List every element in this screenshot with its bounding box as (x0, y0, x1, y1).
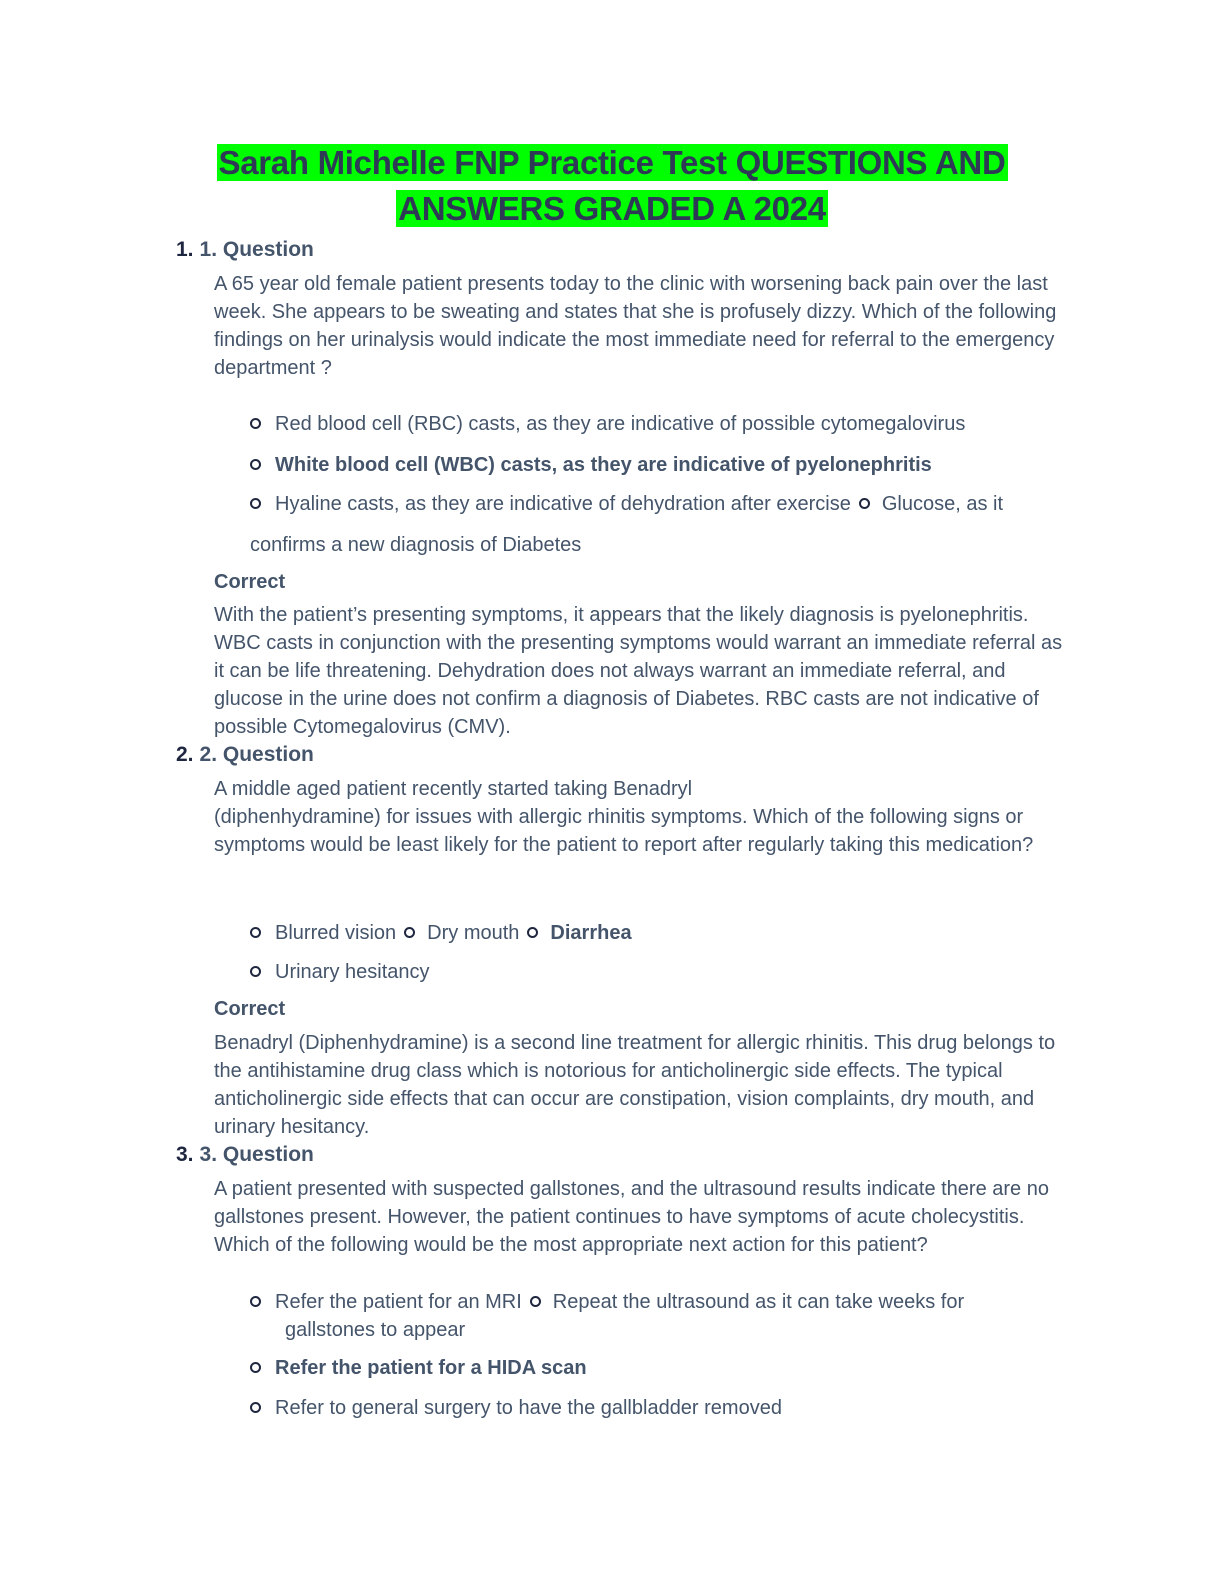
q3-option-c-correct (250, 1354, 587, 1382)
circle-bullet-icon (404, 927, 415, 938)
question-label: 1. Question (199, 238, 314, 261)
title-line-1: Sarah Michelle FNP Practice Test QUESTIONS AND (218, 144, 1006, 181)
q2-options-row (250, 919, 632, 947)
circle-bullet-icon (530, 1296, 541, 1307)
q1-option-b-correct (250, 451, 932, 479)
circle-bullet-icon (250, 927, 261, 938)
q1-explanation: With the patient’s presenting symptoms, it appears that the likely diagnosis is pyelonephritis. WBC casts in conjunction with the presenting symptoms would warrant an immediate referral as it can be life threatening. Dehydration does not always warrant an immediate referral, and glucose in the urine does not confirm a diagnosis of Diabetes. RBC casts are not indicative of possible Cytomegalovirus (CMV). (214, 604, 1063, 738)
option-text: Dry mouth (427, 922, 520, 944)
option-text: Refer the patient for a HIDA scan (275, 1357, 587, 1379)
q1-option-d-continued: confirms a new diagnosis of Diabetes (250, 534, 582, 556)
q1-correct-label: Correct (214, 571, 286, 593)
question-number: 3. (176, 1143, 194, 1166)
option-text: Refer the patient for an MRI (275, 1291, 522, 1313)
circle-bullet-icon (250, 966, 261, 977)
option-text: Blurred vision (275, 922, 397, 944)
option-text: Repeat the ultrasound as it can take weeks for (552, 1291, 965, 1313)
circle-bullet-icon (250, 418, 261, 429)
question-number: 2. (176, 743, 194, 766)
circle-bullet-icon (250, 1362, 261, 1373)
option-text: Glucose, as it (881, 493, 1004, 515)
option-text-correct: Diarrhea (550, 922, 632, 944)
question-2-text (214, 775, 1074, 859)
circle-bullet-icon (250, 459, 261, 470)
option-text: White blood cell (WBC) casts, as they are indicative of pyelonephritis (275, 454, 932, 476)
question-3-text: A patient presented with suspected gallstones, and the ultrasound results indicate there are no gallstones present. However, the patient continues to have symptoms of acute cholecystitis. Which of the following would be the most appropriate next action for this patient? (214, 1178, 1049, 1256)
question-number: 1. (176, 238, 194, 261)
q3-options-row (250, 1288, 964, 1316)
document-title (0, 140, 1224, 232)
circle-bullet-icon (859, 498, 870, 509)
question-2-text-line-1: A middle aged patient recently started taking Benadryl (214, 778, 693, 800)
option-text: Hyaline casts, as they are indicative of dehydration after exercise (275, 493, 851, 515)
question-label: 3. Question (199, 1143, 314, 1166)
q2-option-d (250, 958, 430, 986)
option-text: Red blood cell (RBC) casts, as they are indicative of possible cytomegalovirus (275, 413, 966, 435)
circle-bullet-icon (250, 1296, 261, 1307)
q3-option-d (250, 1394, 782, 1422)
question-label: 2. Question (199, 743, 314, 766)
title-line-2: ANSWERS GRADED A 2024 (398, 190, 826, 227)
q3-option-b-continued: gallstones to appear (285, 1319, 466, 1341)
q1-option-a (250, 410, 965, 438)
question-2-text-rest: (diphenhydramine) for issues with allergic rhinitis symptoms. Which of the following signs or symptoms would be least likely for the patient to report after regularly taking this medication? (214, 806, 1034, 856)
option-text: Refer to general surgery to have the gallbladder removed (275, 1397, 782, 1419)
question-2-heading (176, 743, 314, 767)
question-1-text: A 65 year old female patient presents today to the clinic with worsening back pain over the last week. She appears to be sweating and states that she is profusely dizzy. Which of the following findings on her urinalysis would indicate the most immediate need for referral to the emergency department ? (214, 273, 1057, 379)
question-1-heading (176, 238, 314, 262)
question-3-heading (176, 1143, 314, 1167)
option-text: Urinary hesitancy (275, 961, 430, 983)
circle-bullet-icon (250, 498, 261, 509)
q2-correct-label: Correct (214, 998, 286, 1020)
circle-bullet-icon (527, 927, 538, 938)
q2-explanation: Benadryl (Diphenhydramine) is a second line treatment for allergic rhinitis. This drug belongs to the antihistamine drug class which is notorious for anticholinergic side effects. The typical anticholinergic side effects that can occur are constipation, vision complaints, dry mouth, and urinary hesitancy. (214, 1032, 1056, 1138)
q1-option-c (250, 490, 1003, 518)
circle-bullet-icon (250, 1402, 261, 1413)
